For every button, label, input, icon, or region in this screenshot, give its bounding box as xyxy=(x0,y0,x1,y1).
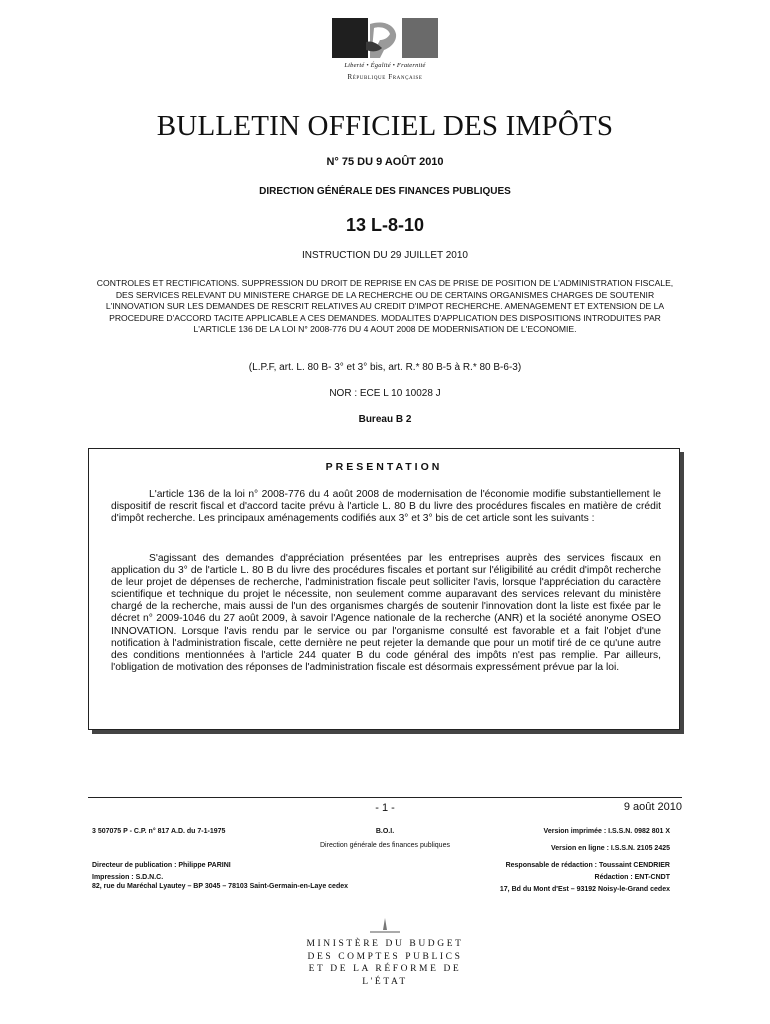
issue-number: N° 75 DU 9 AOÛT 2010 xyxy=(326,156,444,168)
presentation-paragraph-2: S'agissant des demandes d'appréciation présentées par les entreprises auprès des services fiscaux en application du 3° de l'article L. 80 B du livre des procédures fiscales et portant sur l'éligibilité au crédit d'impôt recherche de leur projet de dépenses de recherche, l'administration fiscale peut solliciter l'avis, lorsque l'appréciation du caractère scientifique et technique du projet le nécessite, non seulement comme auparavant des services relevant du ministère chargé de la recherche, mais aussi de l'un des organismes chargés de soutenir l'innovation dont la liste est fixée par le décret n° 2009-1046 du 27 août 2009, à savoir l'Agence nationale de la recherche (ANR) et la société anonyme OSEO INNOVATION. Lorsque l'avis rendu par le service ou par l'organisme consulté est favorable et a fait l'objet d'une notification à l'administration fiscale, cette dernière ne peut rejeter la demande que pour un motif tiré de ce qu'une autre des conditions mentionnées à l'article 244 quater B du code général des impôts n'est pas remplie. Par ailleurs, l'obligation de motivation des réponses de l'administration fiscale est désormais expressément prévue par la loi. xyxy=(111,553,661,673)
presentation-paragraph-1: L'article 136 de la loi n° 2008-776 du 4 août 2008 de modernisation de l'économie modifie substantiellement le dispositif de rescrit fiscal et d'accord tacite prévu à l'article L. 80 B du livre des procédures fiscales en matière de crédit d'impôt recherche. Les principaux aménagements codifiés aux 3° et 3° bis de cet article sont les suivants : xyxy=(111,489,661,525)
footer-divider xyxy=(88,797,682,798)
subject-summary: CONTROLES ET RECTIFICATIONS. SUPPRESSION DU DROIT DE REPRISE EN CAS DE PRISE DE POSITION DE L'ADMINISTRATION FISCALE, DES SERVICES RELEVANT DU MINISTERE CHARGE DE LA RECHERCHE OU DE CERTAINS ORGANISMES CHARGES DE SOUTENIR L'INNOVATION SUR LES DEMANDES DE RESCRIT RELATIVES AU CREDIT D'IMPOT RECHERCHE. AMENAGEMENT ET EXTENSION DE LA PROCEDURE D'ACCORD TACITE APPLICABLE A CES DEMANDES. MODALITES D'APPLICATION DES DISPOSITIONS INTRODUITES PAR L'ARTICLE 136 DE LA LOI N° 2008-776 DU 4 AOUT 2008 DE MODERNISATION DE L'ECONOMIE. xyxy=(96,278,674,334)
presentation-box xyxy=(88,448,680,730)
nor-code: NOR : ECE L 10 10028 J xyxy=(329,388,441,399)
republique-logo xyxy=(330,18,440,84)
marianne-logo-icon xyxy=(330,18,440,62)
publication-director: Directeur de publication : Philippe PARINI xyxy=(92,862,231,869)
redaction-address: 17, Bd du Mont d'Est – 93192 Noisy-le-Grand cedex xyxy=(499,886,670,893)
direction-name: DIRECTION GÉNÉRALE DES FINANCES PUBLIQUES xyxy=(259,186,511,197)
instruction-date: INSTRUCTION DU 29 JUILLET 2010 xyxy=(302,250,468,261)
cp-number: 3 507075 P - C.P. n° 817 A.D. du 7-1-1975 xyxy=(92,828,226,835)
articles-reference: (L.P.F, art. L. 80 B- 3° et 3° bis, art. R.* 80 B-5 à R.* 80 B-6-3) xyxy=(248,362,522,373)
dgfip-label: Direction générale des finances publiques xyxy=(320,842,450,849)
boi-label: B.O.I. xyxy=(375,828,395,835)
bulletin-title: BULLETIN OFFICIEL DES IMPÔTS xyxy=(156,110,614,142)
printing-address: 82, rue du Maréchal Lyautey – BP 3045 – 78103 Saint-Germain-en-Laye cedex xyxy=(92,883,349,890)
ministry-line-1: MINISTÈRE DU BUDGET xyxy=(306,939,464,949)
ministry-emblem-icon xyxy=(368,916,402,934)
printing-info: Impression : S.D.N.C. xyxy=(92,874,164,881)
ministry-name xyxy=(290,938,480,988)
presentation-heading: PRESENTATION xyxy=(325,461,443,473)
version-print: Version imprimée : I.S.S.N. 0982 801 X xyxy=(543,828,670,835)
ministry-line-2: DES COMPTES PUBLICS xyxy=(307,951,463,962)
motto: Liberté • Égalité • Fraternité xyxy=(344,62,426,69)
page-date: 9 août 2010 xyxy=(623,801,682,813)
page-number: - 1 - xyxy=(375,802,395,814)
version-online: Version en ligne : I.S.S.N. 2105 2425 xyxy=(550,845,670,852)
bureau-name: Bureau B 2 xyxy=(358,414,412,425)
republic-name: République Française xyxy=(347,73,423,81)
redaction-info: Rédaction : ENT-CNDT xyxy=(594,874,670,881)
ministry-line-3: ET DE LA RÉFORME DE L'ÉTAT xyxy=(308,964,462,987)
reference-code: 13 L-8-10 xyxy=(345,215,425,235)
editor-info: Responsable de rédaction : Toussaint CENDRIER xyxy=(505,862,670,869)
